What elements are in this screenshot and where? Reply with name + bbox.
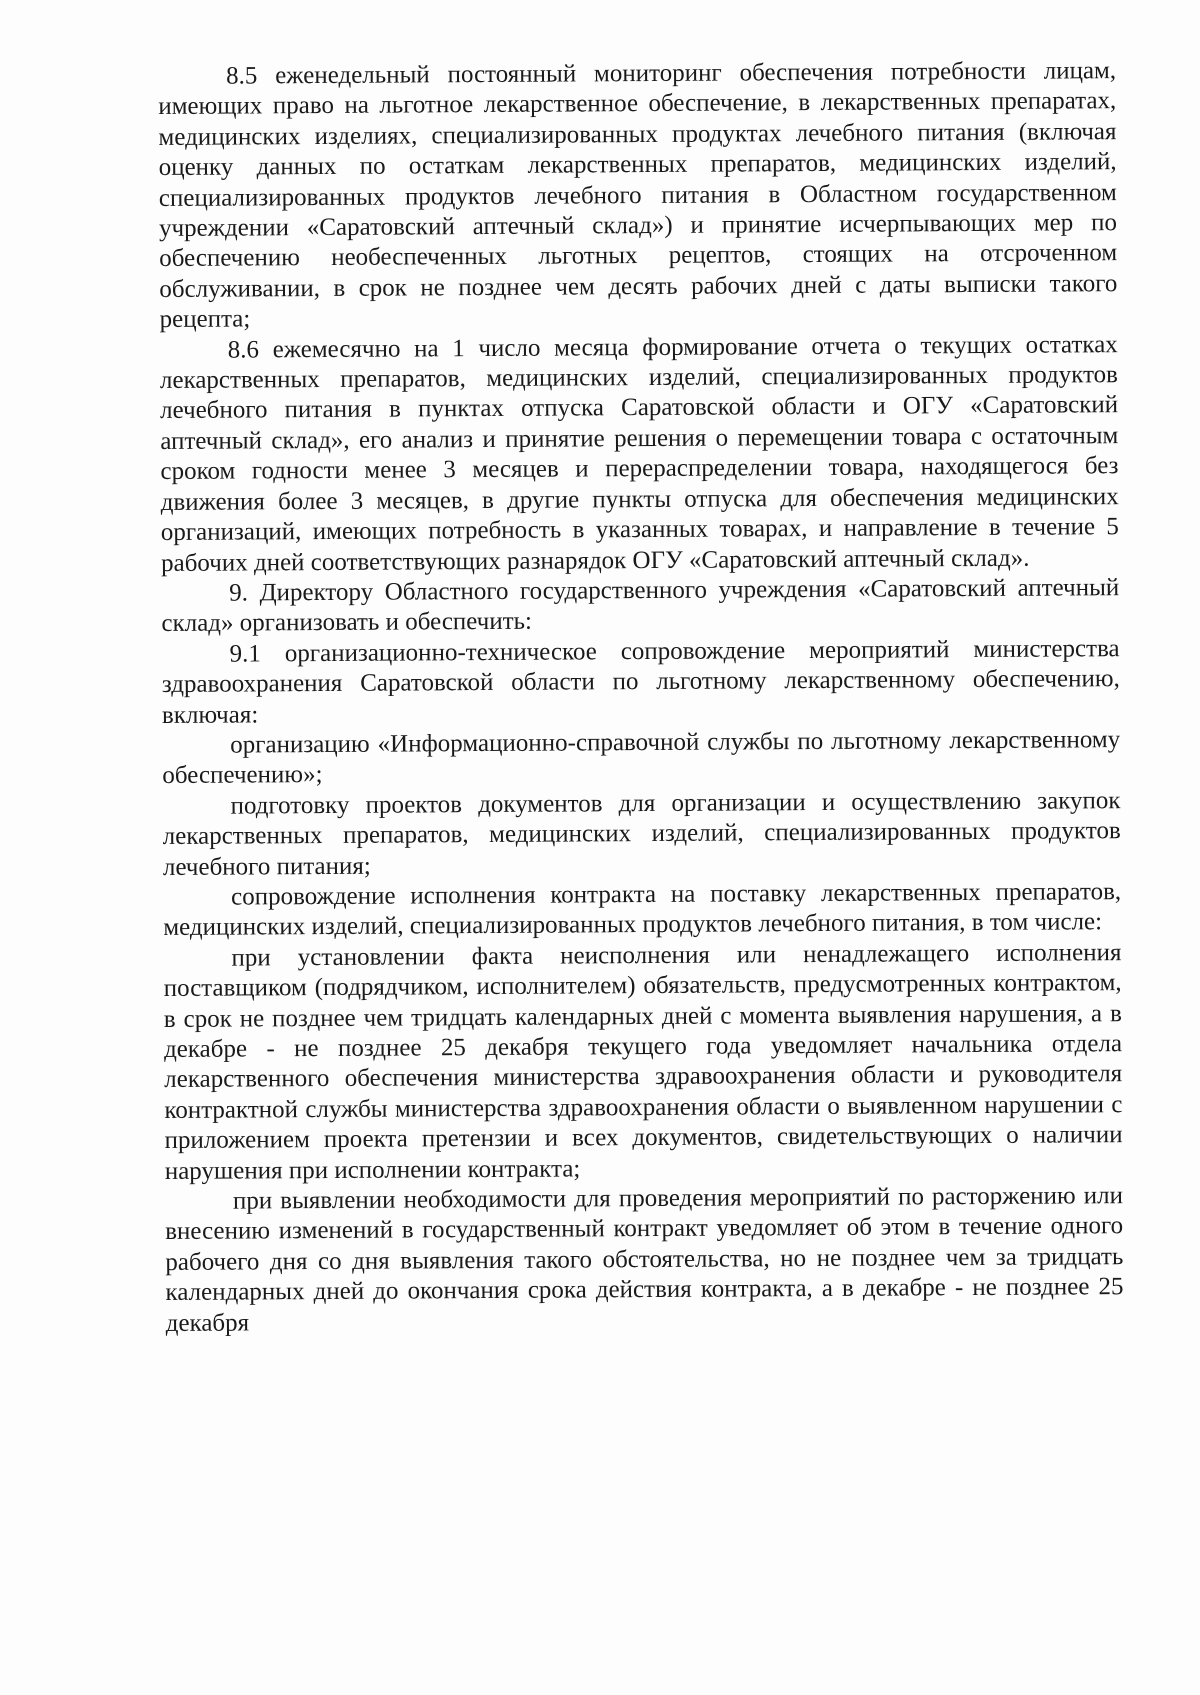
paragraph-9: 9. Директору Областного государственного учреждения «Саратовский аптечный склад» организовать и обеспечить:: [161, 574, 1120, 638]
paragraph-procurement-docs: подготовку проектов документов для организации и осуществлению закупок лекарственных препаратов, медицинских изделий, специализированных продуктов лечебного питания;: [162, 786, 1121, 881]
paragraph-info-service: организацию «Информационно-справочной службы по льготному лекарственному обеспечению»;: [162, 726, 1121, 790]
paragraph-contract-support: сопровождение исполнения контракта на поставку лекарственных препаратов, медицинских изделий, специализированных продуктов лечебного питания, в том числе:: [163, 878, 1122, 942]
paragraph-8-6: 8.6 ежемесячно на 1 число месяца формирование отчета о текущих остатках лекарственных препаратов, медицинских изделий, специализированных продуктов лечебного питания в пунктах отпуска Саратовской области и ОГУ «Саратовский аптечный склад», его анализ и принятие решения о перемещении товара с остаточным сроком годности менее 3 месяцев и перераспределении товара, находящегося без движения более 3 месяцев, в другие пункты отпуска для обеспечения медицинских организаций, имеющих потребность в указанных товарах, и направление в течение 5 рабочих дней соответствующих разнарядок ОГУ «Саратовский аптечный склад».: [159, 330, 1119, 577]
paragraph-violation-notice: при установлении факта неисполнения или ненадлежащего исполнения поставщиком (подрядчиком, исполнителем) обязательств, предусмотренных контрактом, в срок не позднее чем тридцать календарных дней с момента выявления нарушения, а в декабре - не позднее 25 декабря текущего года уведомляет начальника отдела лекарственного обеспечения министерства здравоохранения области и руководителя контрактной службы министерства здравоохранения области о выявленном нарушении с приложением проекта претензии и всех документов, свидетельствующих о наличии нарушения при исполнении контракта;: [163, 938, 1123, 1185]
paragraph-9-1: 9.1 организационно-техническое сопровождение мероприятий министерства здравоохранения Саратовской области по льготному лекарственному обеспечению, включая:: [161, 634, 1120, 729]
paragraph-termination-notice: при выявлении необходимости для проведения мероприятий по расторжению или внесению изменений в государственный контракт уведомляет об этом в течение одного рабочего дня со дня выявления такого обстоятельства, но не позднее чем за тридцать календарных дней до окончания срока действия контракта, а в декабре - не позднее 25 декабря: [165, 1182, 1124, 1337]
document-body: [158, 56, 1124, 1339]
paragraph-8-5: 8.5 еженедельный постоянный мониторинг обеспечения потребности лицам, имеющих право на льготное лекарственное обеспечение, в лекарственных препаратах, медицинских изделиях, специализированных продуктах лечебного питания (включая оценку данных по остаткам лекарственных препаратов, медицинских изделий, специализированных продуктов лечебного питания в Областном государственном учреждении «Саратовский аптечный склад») и принятие исчерпывающих мер по обеспечению необеспеченных льготных рецептов, стоящих на отсроченном обслуживании, в срок не позднее чем десять рабочих дней с даты выписки такого рецепта;: [158, 57, 1118, 334]
